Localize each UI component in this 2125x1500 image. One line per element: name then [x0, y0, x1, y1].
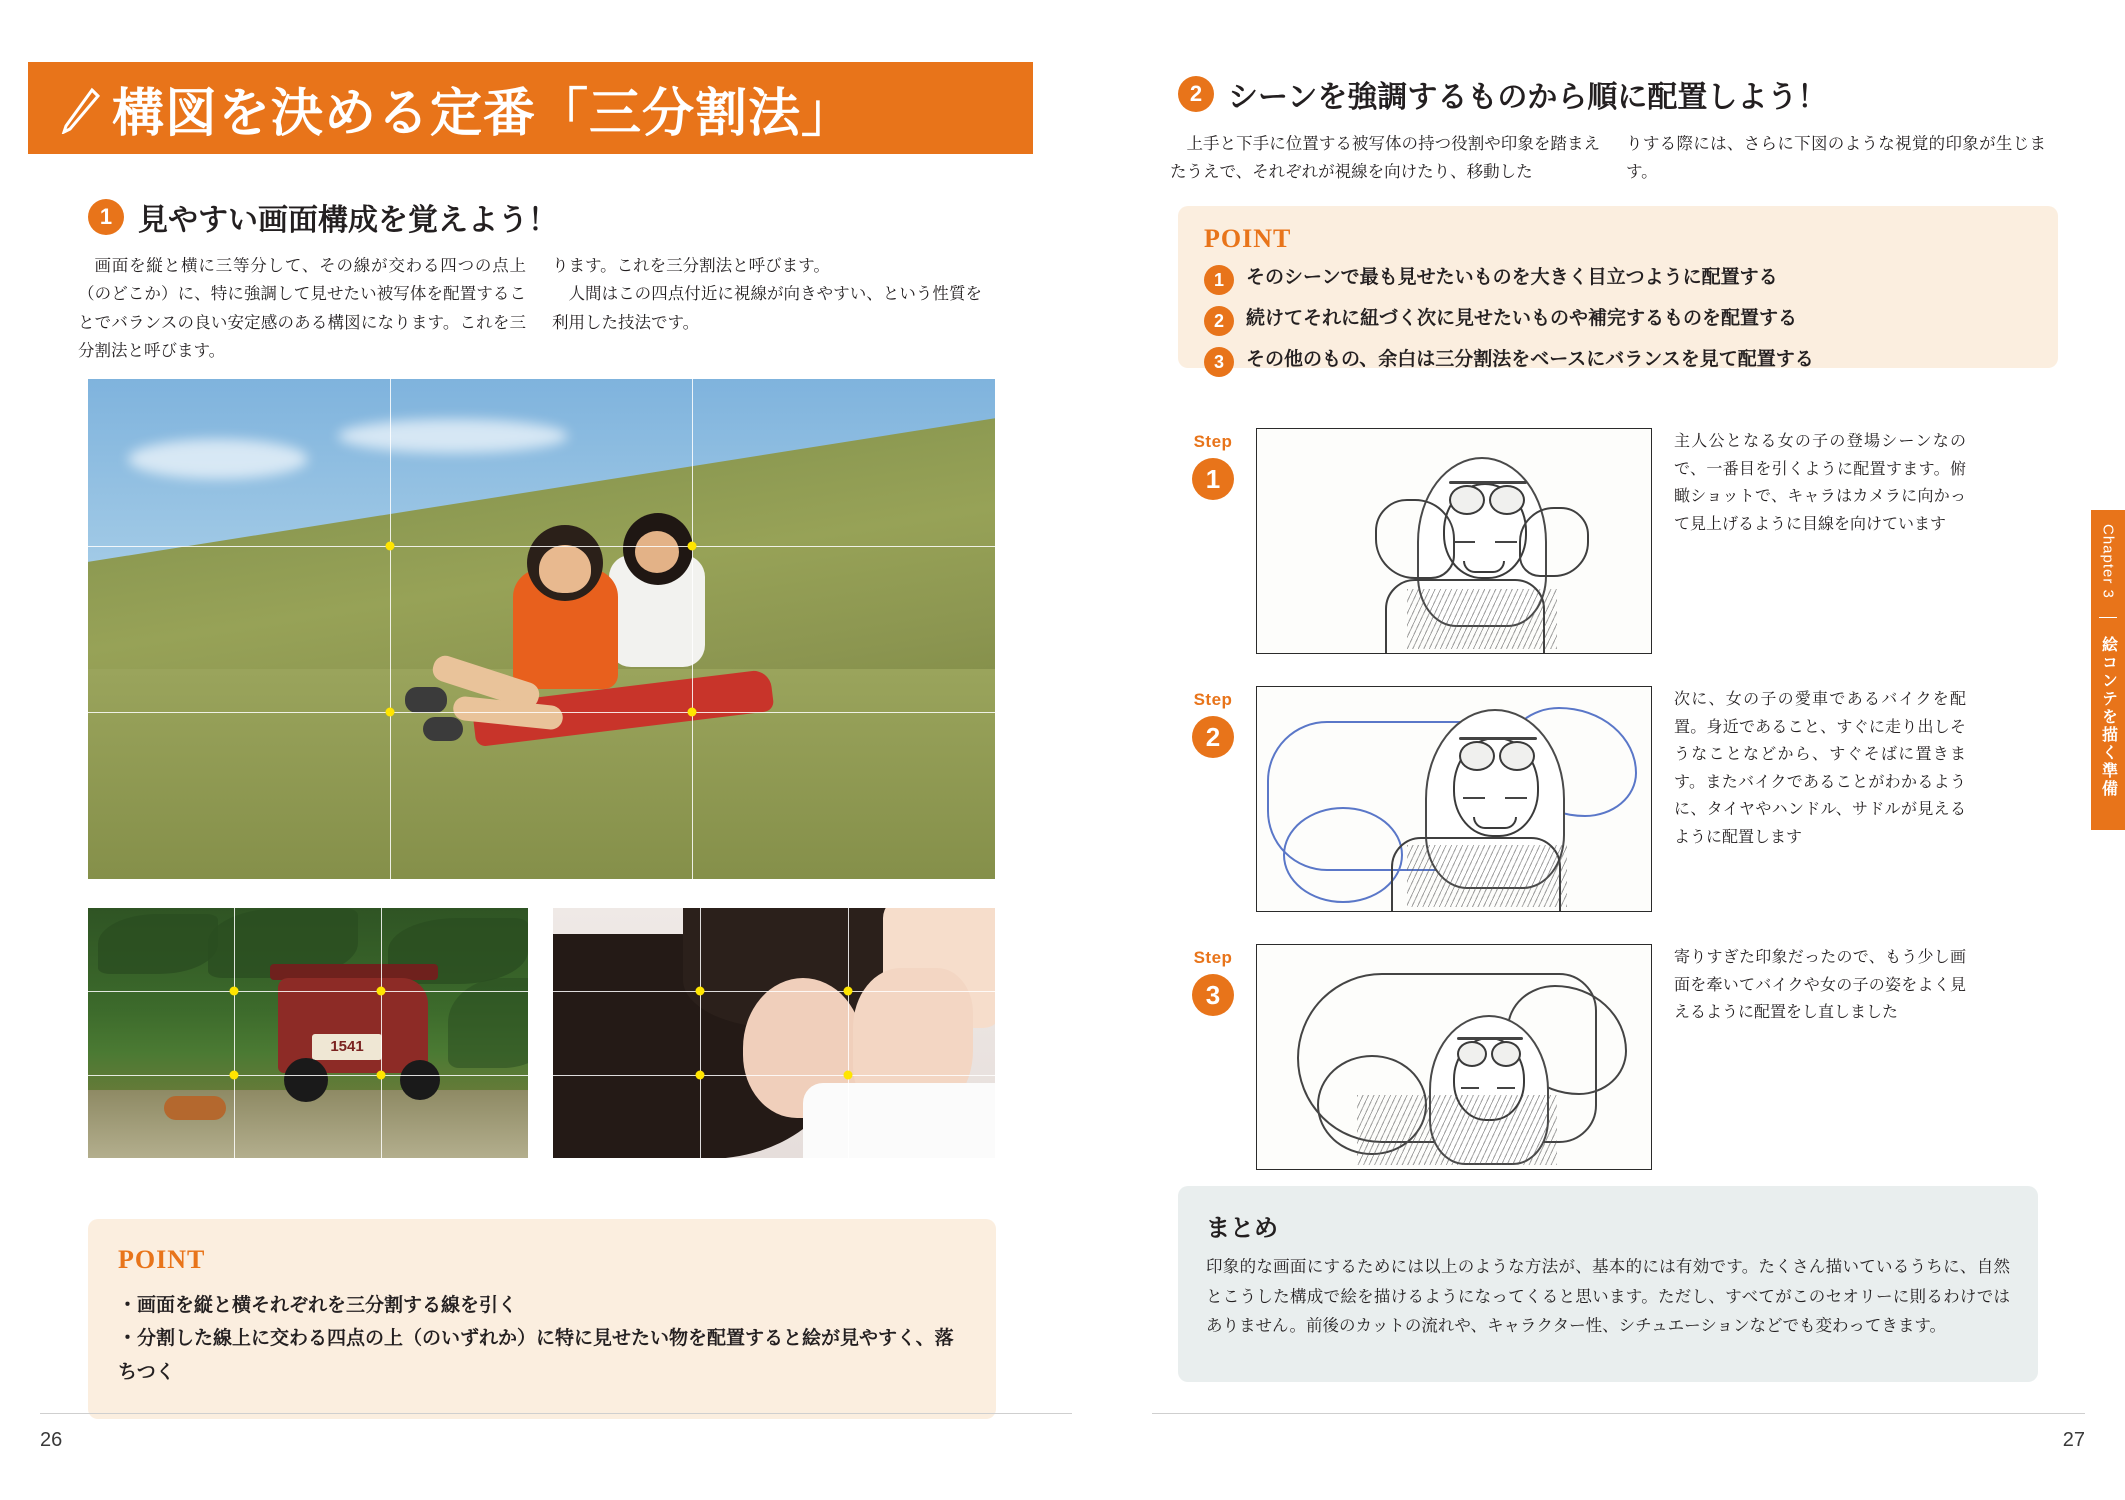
chapter-tab-title: 絵コンテを描く準備	[2099, 635, 2117, 798]
point-item-1-text: そのシーンで最も見せたいものを大きく目立つように配置する	[1246, 267, 1778, 288]
section-2-col-2: りする際には、さらに下図のような視覚的印象が生じます。	[1626, 135, 2046, 182]
step-1-number: 1	[1192, 458, 1234, 500]
section-1-col-2	[552, 252, 982, 366]
photo-kids-on-sled	[88, 379, 995, 879]
step-3-word: Step	[1193, 948, 1233, 967]
section-1-col-2-p2: 人間はこの四点付近に視線が向きやすい、という性質を利用した技法です。	[552, 285, 982, 332]
step-3-text: 寄りすぎた印象だったので、もう少し画面を牽いてバイクや女の子の姿をよく見えるように配置をし直しました	[1674, 949, 1966, 1022]
step-2-number: 2	[1192, 716, 1234, 758]
section-1-body	[78, 252, 998, 366]
step-2-label	[1170, 686, 1256, 758]
point-item-2-number: 2	[1204, 306, 1234, 336]
point-box-left	[88, 1219, 996, 1419]
summary-title: まとめ	[1206, 1216, 1278, 1242]
point-title-left: POINT	[118, 1245, 206, 1274]
point-line-2: ・分割した線上に交わる四点の上（のいずれか）に特に見せたい物を配置すると絵が見やすく、落ちつく	[118, 1328, 954, 1383]
point-item-2	[1204, 305, 2032, 336]
point-item-3	[1204, 346, 2032, 377]
point-item-3-text: その他のもの、余白は三分割法をベースにバランスを見て配置する	[1246, 349, 1814, 370]
section-2-body	[1170, 130, 2058, 187]
page-title-bar	[28, 62, 1033, 154]
point-line-1: ・画面を縦と横それぞれを三分割する線を引く	[118, 1295, 518, 1316]
point-title-right: POINT	[1204, 224, 1292, 253]
point-item-1-number: 1	[1204, 265, 1234, 295]
step-2-panel	[1256, 686, 1652, 912]
right-footer-rule	[1152, 1413, 2085, 1414]
chapter-tab-divider	[2099, 617, 2117, 618]
left-footer-rule	[40, 1413, 1072, 1414]
step-1-label	[1170, 428, 1256, 500]
chapter-tab-label: Chapter 3	[2099, 524, 2117, 599]
point-item-3-number: 3	[1204, 347, 1234, 377]
page-number-right: 27	[2062, 1429, 2085, 1451]
section-1-title: 見やすい画面構成を覚えよう！	[138, 204, 558, 237]
page-number-left: 26	[40, 1429, 63, 1451]
step-1-panel	[1256, 428, 1652, 654]
summary-text: 印象的な画面にするためには以上のような方法が、基本的には有効です。たくさん描いているうちに、自然とこうした構成で絵を描けるようになってくると思います。ただし、すべてがこのセオリーに則るわけではありません。前後のカットの流れや、キャラクター性、シチュエーションなどでも変わってきます。	[1206, 1258, 2010, 1336]
section-1-col-2-p1: ります。これを三分割法と呼びます。	[552, 257, 830, 275]
step-1-text: 主人公となる女の子の登場シーンなので、一番目を引くように配置すます。俯瞰ショットで、キャラはカメラに向かって見上げるように目線を向けています	[1674, 433, 1966, 533]
step-2-text: 次に、女の子の愛車であるバイクを配置。身近であること、すぐに走り出しそうなことなどから、すぐそばに置きます。またバイクであることがわかるように、タイヤやハンドル、サドルが見えるように配置します	[1674, 691, 1966, 846]
step-3-label	[1170, 944, 1256, 1016]
step-row-1	[1170, 428, 1966, 654]
photo-trike-in-jungle	[88, 908, 528, 1158]
photo-portrait-lying	[553, 908, 995, 1158]
section-2-col-1: 上手と下手に位置する被写体の持つ役割や印象を踏まえたうえで、それぞれが視線を向けたり、移動した	[1170, 135, 1600, 182]
chapter-tab	[2091, 510, 2125, 830]
trike-plate-number: 1541	[312, 1034, 382, 1060]
step-row-3	[1170, 944, 1966, 1170]
step-row-2	[1170, 686, 1966, 912]
point-box-right	[1178, 206, 2058, 372]
step-3-panel	[1256, 944, 1652, 1170]
right-page	[1112, 0, 2125, 1500]
section-1-heading	[88, 195, 558, 239]
pencil-icon	[58, 82, 104, 134]
section-2-title: シーンを強調するものから順に配置しよう！	[1228, 81, 1828, 114]
section-1-number: 1	[88, 199, 124, 235]
summary-box	[1178, 1186, 2038, 1382]
page-title: 構図を決める定番「三分割法」	[112, 85, 855, 143]
step-2-word: Step	[1193, 690, 1233, 709]
step-3-number: 3	[1192, 974, 1234, 1016]
section-1-col-1: 画面を縦と横に三等分して、その線が交わる四つの点上（のどこか）に、特に強調して見せたい被写体を配置することでバランスの良い安定感のある構図になります。これを三分割法と呼びます。	[78, 257, 526, 361]
point-item-2-text: 続けてそれに紐づく次に見せたいものや補完するものを配置する	[1246, 308, 1798, 329]
section-2-number: 2	[1178, 76, 1214, 112]
step-1-word: Step	[1193, 432, 1233, 451]
section-2-heading	[1178, 72, 1827, 116]
page-gutter	[1112, 0, 1113, 1500]
point-item-1	[1204, 264, 2032, 295]
